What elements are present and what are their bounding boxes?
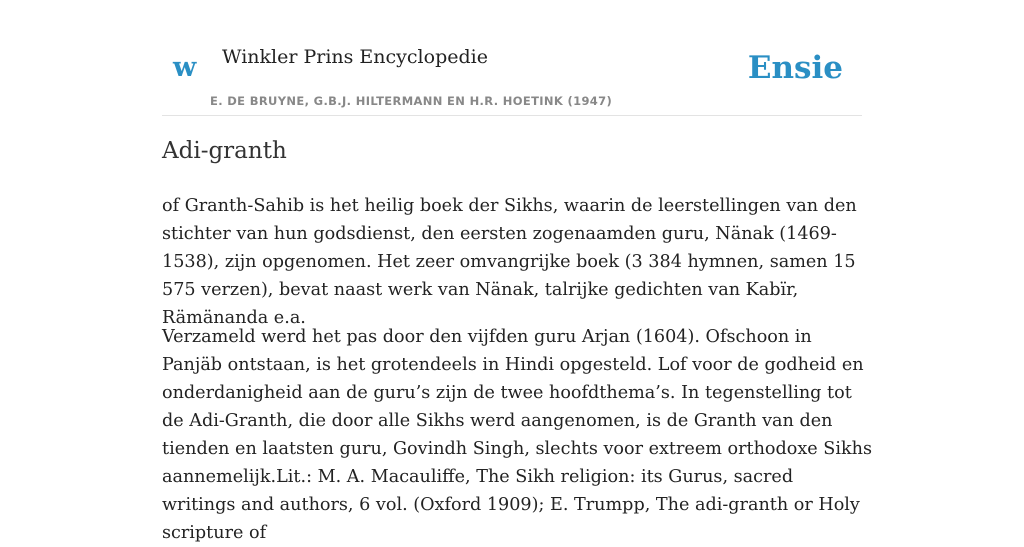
article-card [162, 0, 872, 543]
brand-logo-link[interactable]: Ensie [747, 50, 843, 86]
article-title: Adi-granth [162, 138, 287, 164]
article-paragraph: Verzameld werd het pas door den vijfden guru Arjan (1604). Ofschoon in Panjäb ontstaan, is het grotendeels in Hindi opgesteld. Lof voor de godheid en onderdanigheid aan de guru’s zijn de twee hoofdthema’s. In tegenstelling tot de Adi-Granth, die door alle Sikhs werd aangenomen, is de Granth van den tienden en laatsten guru, Govindh Singh, slechts voor extreem orthodoxe Sikhs aannemelijk.Lit.: M. A. Macauliffe, The Sikh religion: its Gurus, sacred writings and authors, 6 vol. (Oxford 1909); E. Trumpp, The adi-granth or Holy scripture of [162, 327, 872, 543]
source-authors: E. DE BRUYNE, G.B.J. HILTERMANN EN H.R. HOETINK (1947) [210, 94, 613, 108]
source-logo-icon: w [173, 52, 197, 83]
source-title[interactable]: Winkler Prins Encyclopedie [222, 46, 488, 68]
source-header [162, 0, 862, 116]
article-paragraph: of Granth-Sahib is het heilig boek der Sikhs, waarin de leerstellingen van den stichter van hun godsdienst, den eersten zogenaamden guru, Nänak (1469-1538), zijn opgenomen. Het zeer omvangrijke boek (3 384 hymnen, samen 15 575 verzen), bevat naast werk van Nänak, talrijke gedichten van Kabïr, Rämänanda e.a. [162, 196, 857, 328]
